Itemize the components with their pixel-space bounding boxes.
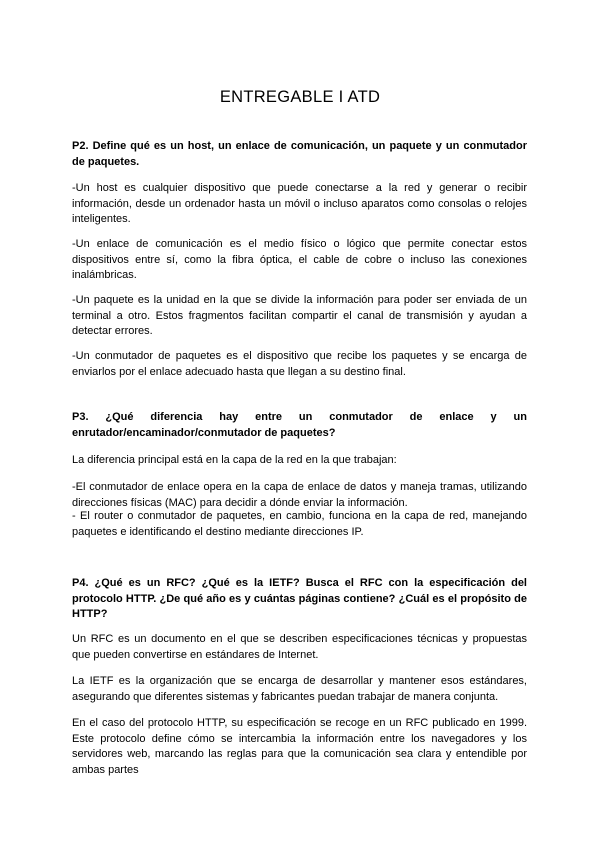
answer-p2-conmutador: -Un conmutador de paquetes es el dispositivo que recibe los paquetes y se encarga de enviarlos por el enlace adecuado hasta que llegan a su destino final. <box>72 350 527 378</box>
document-title: ENTREGABLE I ATD <box>219 88 381 106</box>
answer-p2-host: -Un host es cualquier dispositivo que puede conectarse a la red y generar o recibir información, desde un ordenador hasta un móvil o incluso aparatos como consolas o relojes inteligentes. <box>72 182 527 225</box>
answer-p3-conmutador-enlace: -El conmutador de enlace opera en la capa de enlace de datos y maneja tramas, utilizando direcciones físicas (MAC) para decidir a dónde enviar la información. <box>72 481 527 509</box>
answer-p2-paquete: -Un paquete es la unidad en la que se divide la información para poder ser enviada de un terminal a otro. Estos fragmentos facilitan compartir el canal de transmisión y ayudan a detectar errores. <box>72 294 527 337</box>
answer-p4-ietf: La IETF es la organización que se encarga de desarrollar y mantener esos estándares, asegurando que diferentes sistemas y fabricantes puedan trabajar de manera conjunta. <box>72 675 527 703</box>
answer-p4-http: En el caso del protocolo HTTP, su especificación se recoge en un RFC publicado en 1999. Este protocolo define cómo se intercambia la información entre los navegadores y los servidores web, marcando las reglas para que la comunicación sea clara y entendible por ambas partes <box>72 717 527 776</box>
answer-p3-router: - El router o conmutador de paquetes, en cambio, funciona en la capa de red, manejando paquetes e identificando el destino mediante direcciones IP. <box>72 510 527 538</box>
answer-p4-rfc: Un RFC es un documento en el que se describen especificaciones técnicas y propuestas que pueden convertirse en estándares de Internet. <box>72 633 527 661</box>
question-p3: P3. ¿Qué diferencia hay entre un conmutador de enlace y un enrutador/encaminador/conmutador de paquetes? <box>72 411 527 439</box>
answer-p2-enlace: -Un enlace de comunicación es el medio físico o lógico que permite conectar estos dispositivos entre sí, como la fibra óptica, el cable de cobre o incluso las conexiones inalámbricas. <box>72 238 527 281</box>
question-p4: P4. ¿Qué es un RFC? ¿Qué es la IETF? Busca el RFC con la especificación del protocolo HTTP. ¿De qué año es y cuántas páginas contiene? ¿Cuál es el propósito de HTTP? <box>72 577 527 620</box>
answer-p3-intro: La diferencia principal está en la capa de la red en la que trabajan: <box>72 454 397 466</box>
question-p2: P2. Define qué es un host, un enlace de comunicación, un paquete y un conmutador de paquetes. <box>72 140 527 168</box>
